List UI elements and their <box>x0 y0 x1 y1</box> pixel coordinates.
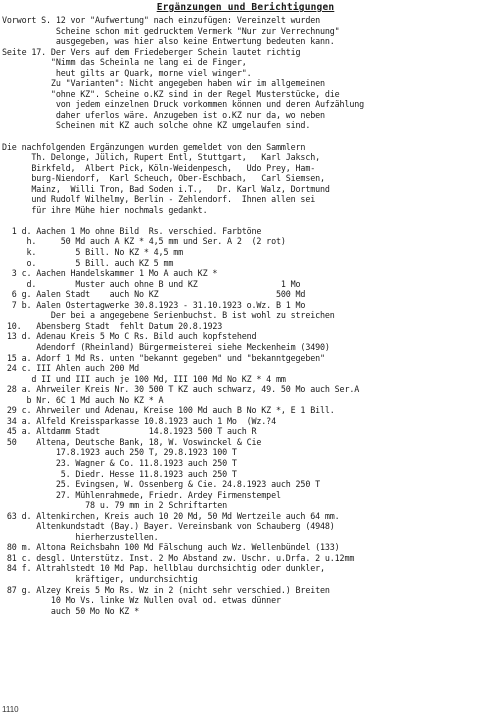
text-line: 34 a. Alfeld Kreissparkasse 10.8.1923 auch 1 Mo (Wz.?4 <box>2 415 276 426</box>
text-line: Adendorf (Rheinland) Bürgermeisterei siehe Meckenheim (3490) <box>2 341 330 352</box>
text-body <box>2 15 488 616</box>
text-line: Seite 17. Der Vers auf dem Friedeberger Schein lautet richtig <box>2 46 301 57</box>
text-line: 23. Wagner & Co. 11.8.1923 auch 250 T <box>2 457 237 468</box>
text-line: Altenkundstadt (Bay.) Bayer. Vereinsbank von Schauberg (4948) <box>2 521 335 532</box>
text-line: und Rudolf Wilhelmy, Berlin - Zehlendorf. Ihnen allen sei <box>2 194 316 205</box>
text-line: Der bei a angegebene Serienbuchst. B ist wohl zu streichen <box>2 310 335 321</box>
text-line: 25. Evingsen, W. Ossenberg & Cie. 24.8.1923 auch 250 T <box>2 479 320 490</box>
text-line: kräftiger, undurchsichtig <box>2 573 198 584</box>
text-line: von jedem einzelnen Druck vorkommen können und deren Aufzählung <box>2 99 365 110</box>
text-line: 24 c. III Ahlen auch 200 Md <box>2 363 139 374</box>
text-line: 5. Diedr. Hesse 11.8.1923 auch 250 T <box>2 468 237 479</box>
text-line: auch 50 Mo No KZ * <box>2 605 139 616</box>
text-line: Scheine schon mit gedrucktem Vermerk "Nur zur Verrechnung" <box>2 25 340 36</box>
text-line: 7 b. Aalen Ostertagwerke 30.8.1923 - 31.10.1923 o.Wz. B 1 Mo <box>2 299 306 310</box>
text-line: Birkfeld, Albert Pick, Köln-Weidenpesch, Udo Prey, Ham- <box>2 162 316 173</box>
text-line: "ohne KZ". Scheine o.KZ sind in der Regel Musterstücke, die <box>2 88 340 99</box>
text-line: burg-Niendorf, Karl Scheuch, Ober-Eschbach, Carl Siemsen, <box>2 173 325 184</box>
text-line: Scheinen mit KZ auch solche ohne KZ umgelaufen sind. <box>2 120 311 131</box>
text-line: 78 u. 79 mm in 2 Schriftarten <box>2 500 228 511</box>
text-line: 84 f. Altrahlstedt 10 Md Pap. hellblau durchsichtig oder dunkler, <box>2 563 325 574</box>
text-line: heut gilts ar Quark, morne viel winger". <box>2 67 252 78</box>
text-line: Die nachfolgenden Ergänzungen wurden gemeldet von den Sammlern <box>2 141 306 152</box>
text-line: für ihre Mühe hier nochmals gedankt. <box>2 204 208 215</box>
text-line: 87 g. Alzey Kreis 5 Mo Rs. Wz in 2 (nicht sehr verschied.) Breiten <box>2 584 330 595</box>
text-line: Mainz, Willi Tron, Bad Soden i.T., Dr. Karl Walz, Dortmund <box>2 183 330 194</box>
text-line: 27. Mühlenrahmede, Friedr. Ardey Firmenstempel <box>2 489 281 500</box>
text-line: 13 d. Adenau Kreis 5 Mo C Rs. Bild auch kopfstehend <box>2 331 257 342</box>
text-line: 29 c. Ahrweiler und Adenau, Kreise 100 Md auch B No KZ *, E 1 Bill. <box>2 405 335 416</box>
text-line: 28 a. Ahrweiler Kreis Nr. 30 500 T KZ auch schwarz, 49. 50 Mo auch Ser.A <box>2 384 360 395</box>
page-number: 1110 <box>2 705 19 714</box>
text-line: hierherzustellen. <box>2 531 159 542</box>
text-line: Vorwort S. 12 vor "Aufwertung" nach einzufügen: Vereinzelt wurden <box>2 15 320 25</box>
text-line: 45 a. Altdamm Stadt 14.8.1923 500 T auch R <box>2 426 257 437</box>
text-line: 80 m. Altona Reichsbahn 100 Md Fälschung auch Wz. Wellenbündel (133) <box>2 542 340 553</box>
text-line <box>2 215 488 226</box>
text-line <box>2 131 488 142</box>
text-line: daher uferlos wäre. Anzugeben ist o.KZ nur da, wo neben <box>2 109 325 120</box>
text-line: d. Muster auch ohne B und KZ 1 Mo <box>2 278 301 289</box>
text-line: 3 c. Aachen Handelskammer 1 Mo A auch KZ * <box>2 268 218 279</box>
text-line: 6 g. Aalen Stadt auch No KZ 500 Md <box>2 289 306 300</box>
text-line: 17.8.1923 auch 250 T, 29.8.1923 100 T <box>2 447 237 458</box>
text-line: d II und III auch je 100 Md, III 100 Md No KZ * 4 mm <box>2 373 286 384</box>
page-title: Ergänzungen und Berichtigungen <box>156 2 335 13</box>
text-line: k. 5 Bill. No KZ * 4,5 mm <box>2 247 184 258</box>
text-line: 50 Altena, Deutsche Bank, 18, W. Voswinckel & Cie <box>2 436 262 447</box>
text-line: 10 Mo Vs. linke Wz Nullen oval od. etwas dünner <box>2 595 281 606</box>
text-line: ausgegeben, was hier also keine Entwertung bedeuten kann. <box>2 36 335 47</box>
text-line: 81 c. desgl. Unterstütz. Inst. 2 Mo Abstand zw. Uschr. u.Drfa. 2 u.12mm <box>2 552 355 563</box>
text-line: Th. Delonge, Jülich, Rupert Entl, Stuttgart, Karl Jaksch, <box>2 152 320 163</box>
text-line: b Nr. 6C 1 Md auch No KZ * A <box>2 394 164 405</box>
text-line: 63 d. Altenkirchen, Kreis auch 10 20 Md, 50 Md Wertzeile auch 64 mm. <box>2 510 340 521</box>
text-line: "Nimm das Scheinla ne lang ei de Finger, <box>2 57 247 68</box>
text-line: 1 d. Aachen 1 Mo ohne Bild Rs. verschied. Farbtöne <box>2 225 262 236</box>
text-line: 15 a. Adorf 1 Md Rs. unten "bekannt gegeben" und "bekanntgegeben" <box>2 352 325 363</box>
text-line: h. 50 Md auch A KZ * 4,5 mm und Ser. A 2 (2 rot) <box>2 236 286 247</box>
text-line: Zu "Varianten": Nicht angegeben haben wir im allgemeinen <box>2 78 325 89</box>
text-line: o. 5 Bill. auch KZ 5 mm <box>2 257 174 268</box>
text-line: 10. Abensberg Stadt fehlt Datum 20.8.1923 <box>2 320 223 331</box>
